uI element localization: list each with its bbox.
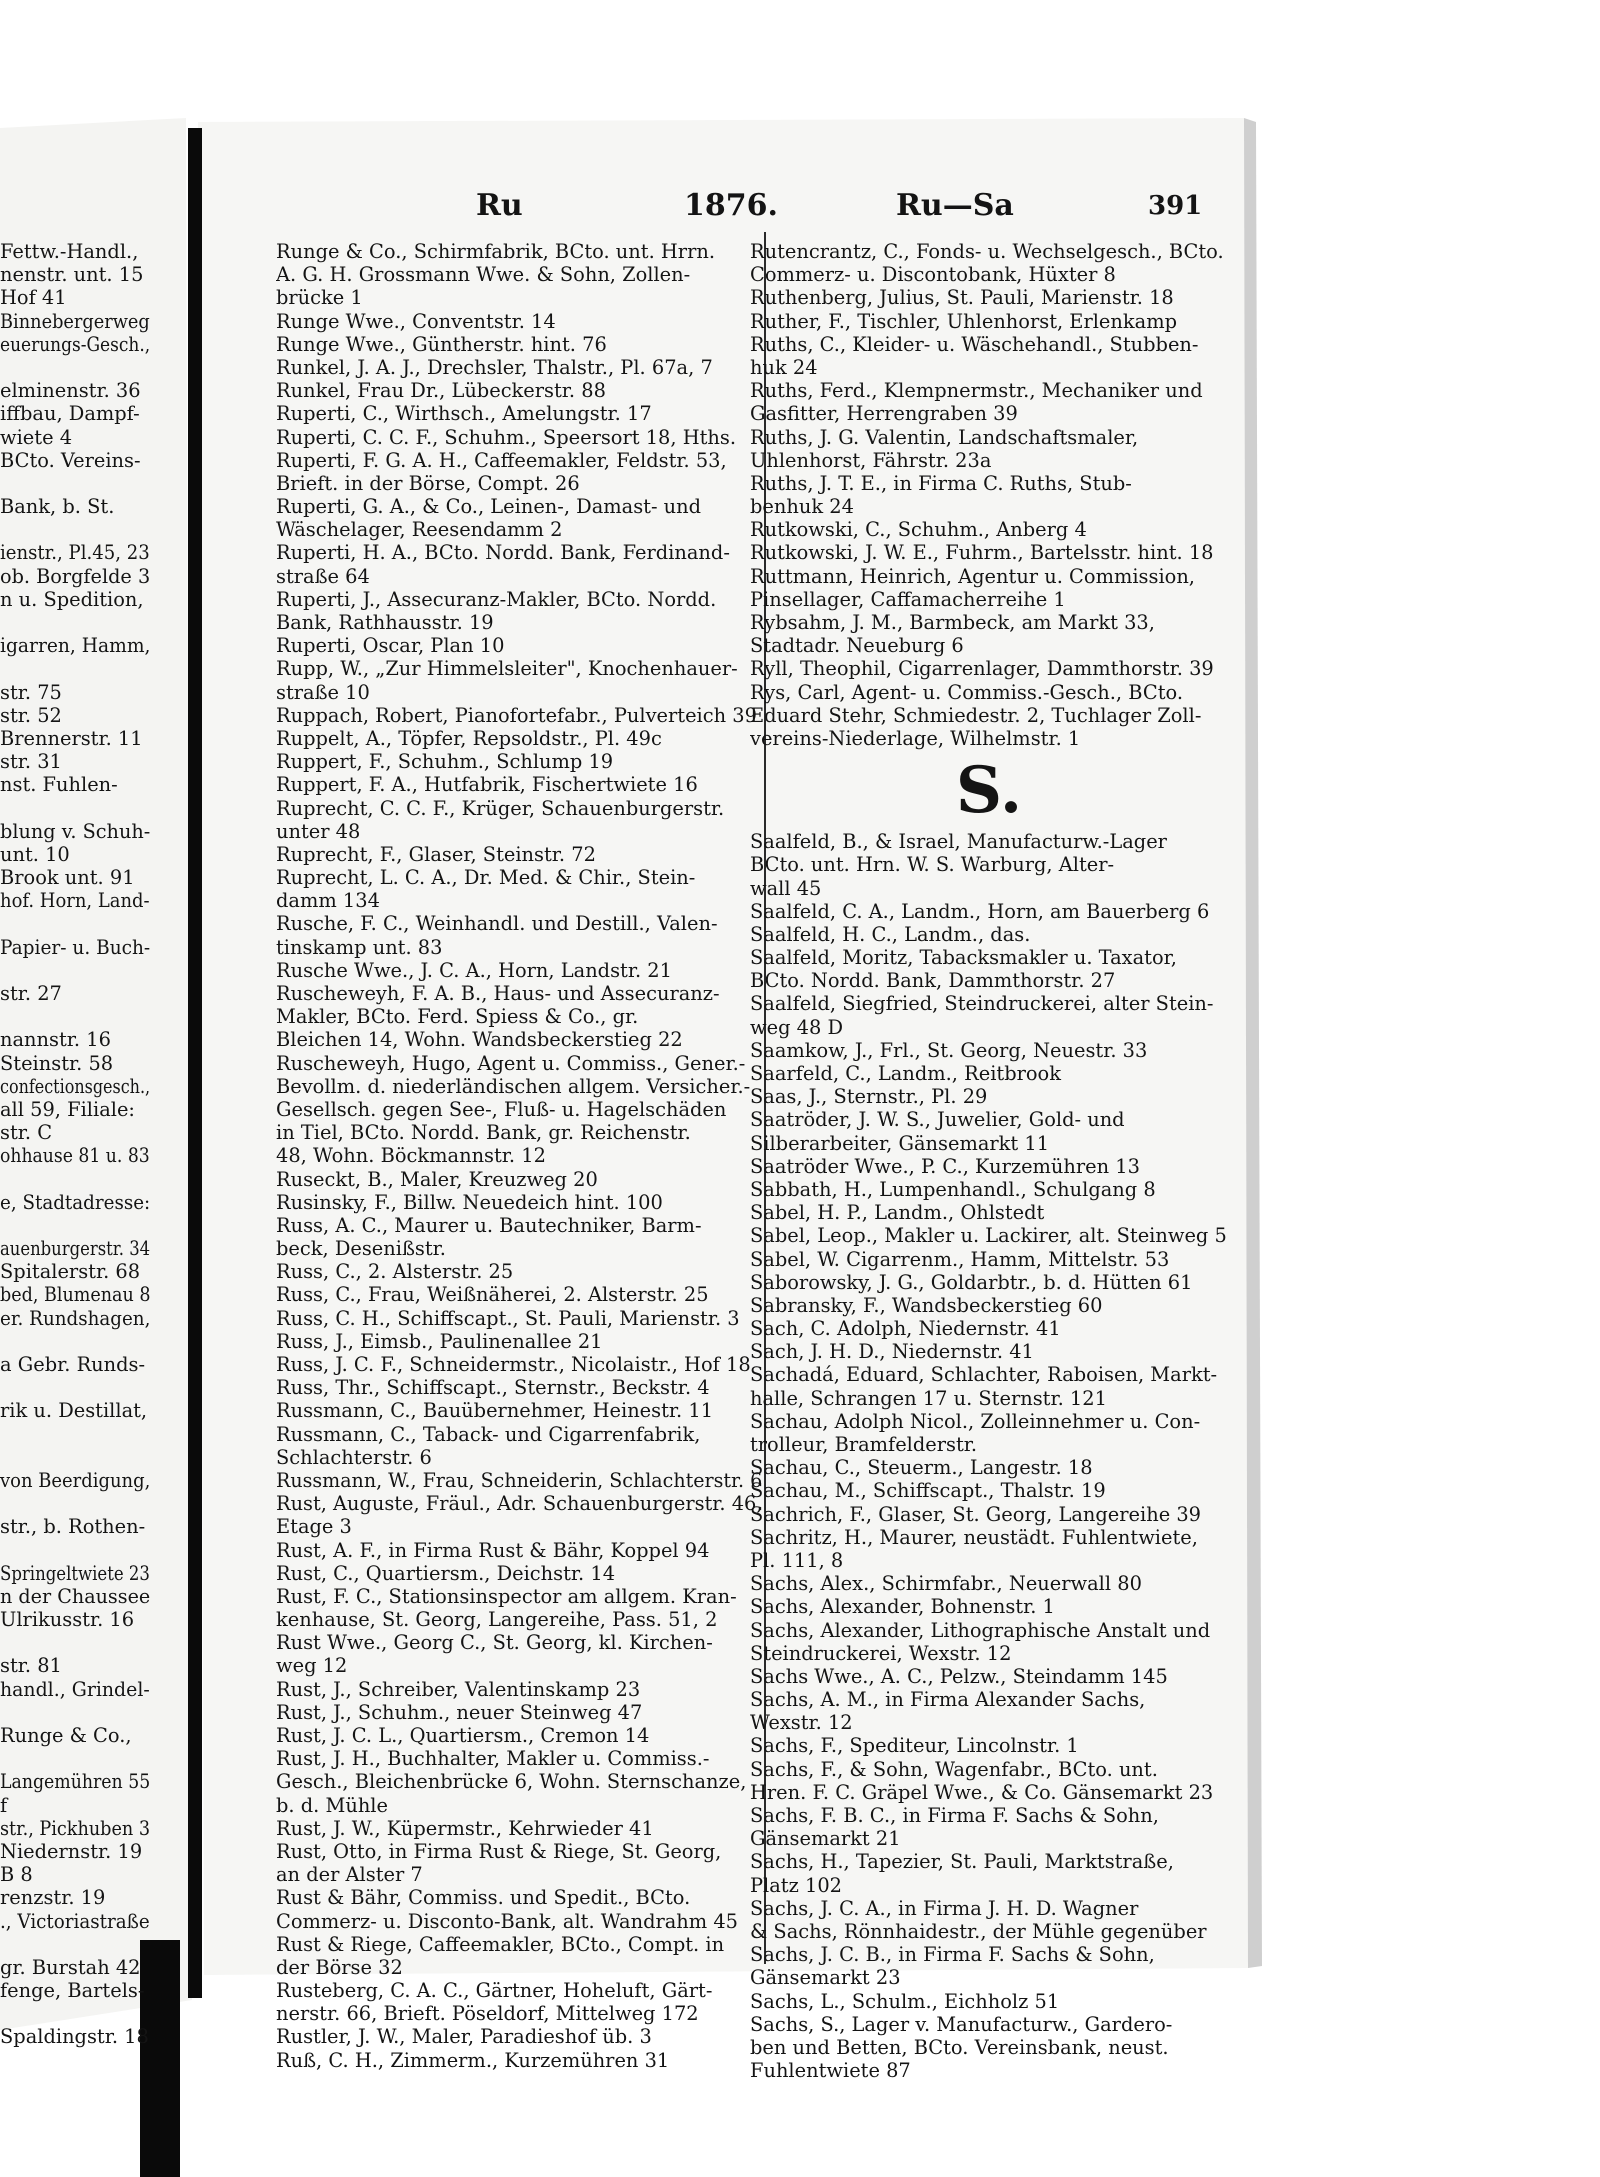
fragment-line <box>0 1492 150 1515</box>
fragment-line <box>0 912 150 935</box>
directory-entry-line: Gänsemarkt 21 <box>750 1827 901 1851</box>
directory-entry-line: Russ, A. C., Maurer u. Bautechniker, Barm- <box>276 1213 702 1237</box>
directory-entry-line: Sabransky, F., Wandsbeckerstieg 60 <box>750 1293 1103 1317</box>
directory-entry-line: Rutkowski, C., Schuhm., Anberg 4 <box>750 518 1087 542</box>
fragment-line: Fettw.-Handl., <box>0 240 139 263</box>
directory-entry-line: vereins-Niederlage, Wilhelmstr. 1 <box>750 726 1081 750</box>
directory-entry-line: Rusteberg, C. A. C., Gärtner, Hoheluft, Gärt- <box>276 1979 713 2003</box>
fragment-line: f <box>0 1793 8 1817</box>
fragment-line <box>0 1446 150 1469</box>
directory-entry-line: unter 48 <box>276 819 361 843</box>
directory-entry-line: Saalfeld, H. C., Landm., das. <box>750 922 1031 946</box>
directory-entry-line: Ruperti, C. C. F., Schuhm., Speersort 18, Hths. <box>276 425 736 449</box>
fragment-line <box>0 1005 150 1028</box>
fragment-line <box>0 611 150 634</box>
directory-entry-line: Sachritz, H., Maurer, neustädt. Fuhlentwiete, <box>750 1525 1198 1549</box>
fragment-line: gr. Burstah 42 <box>0 1955 141 1979</box>
directory-entry-line: straße 64 <box>276 564 370 588</box>
fragment-line: Langemühren 55 <box>0 1770 151 1794</box>
fragment-line: n u. Spedition, <box>0 587 144 611</box>
directory-entry-line: Sachs, S., Lager v. Manufacturw., Gardero- <box>750 2012 1173 2036</box>
directory-entry-line: Ruths, C., Kleider- u. Wäschehandl., Stubben- <box>750 332 1199 356</box>
fragment-line <box>0 1330 150 1353</box>
fragment-line: Springeltwiete 23 <box>0 1561 150 1585</box>
directory-entry-line: Ruperti, C., Wirthsch., Amelungstr. 17 <box>276 402 652 426</box>
fragment-line: Spaldingstr. 18 <box>0 2025 149 2049</box>
directory-entry-line: Rusche, F. C., Weinhandl. und Destill., Valen- <box>276 912 718 936</box>
directory-entry-line: an der Alster 7 <box>276 1863 423 1887</box>
directory-entry-line: Fuhlentwiete 87 <box>750 2059 911 2083</box>
directory-column-left <box>276 240 762 2072</box>
fragment-line: Niedernstr. 19 <box>0 1839 143 1863</box>
directory-entry-line: Ruseckt, B., Maler, Kreuzweg 20 <box>276 1167 598 1191</box>
directory-entry-line: 48, Wohn. Böckmannstr. 12 <box>276 1144 546 1168</box>
directory-entry-line: Rusinsky, F., Billw. Neuedeich hint. 100 <box>276 1190 663 1214</box>
directory-entry-line: der Börse 32 <box>276 1955 403 1979</box>
fragment-line: nst. Fuhlen- <box>0 773 118 797</box>
fragment-line: Brook unt. 91 <box>0 866 135 890</box>
fragment-line <box>0 1423 150 1446</box>
directory-entry-line: Rust, J. C. L., Quartiersm., Cremon 14 <box>276 1724 650 1747</box>
directory-entry-line: Sabel, Leop., Makler u. Lackirer, alt. Steinweg 5 <box>750 1224 1227 1248</box>
directory-entry-line: Russ, C., 2. Alsterstr. 25 <box>276 1260 514 1284</box>
directory-entry-line: Rust, F. C., Stationsinspector am allgem. Kran- <box>276 1584 737 1608</box>
fragment-line <box>0 1933 150 1956</box>
directory-entry-line: Makler, BCto. Ferd. Spiess & Co., gr. <box>276 1005 639 1029</box>
directory-entry-line: Rybsahm, J. M., Barmbeck, am Markt 33, <box>750 611 1155 634</box>
fragment-line: Papier- u. Buch- <box>0 935 151 959</box>
directory-entry-line: Saalfeld, C. A., Landm., Horn, am Bauerberg 6 <box>750 899 1210 923</box>
directory-entry-line: in Tiel, BCto. Nordd. Bank, gr. Reichenstr. <box>276 1121 691 1145</box>
directory-entry-line: Russ, Thr., Schiffscapt., Sternstr., Beckstr. 4 <box>276 1376 710 1400</box>
directory-entry-line: Rust, J., Schreiber, Valentinskamp 23 <box>276 1677 641 1701</box>
fragment-line: blung v. Schuh- <box>0 819 151 843</box>
fragment-line: str. 31 <box>0 750 62 774</box>
directory-entry-line: Sachrich, F., Glaser, St. Georg, Langereihe 39 <box>750 1502 1202 1526</box>
directory-entry-line: Russ, J. C. F., Schneidermstr., Nicolaistr., Hof 18 <box>276 1353 751 1376</box>
directory-entry-line: Ruperti, Oscar, Plan 10 <box>276 634 505 658</box>
fragment-line: Brennerstr. 11 <box>0 726 143 750</box>
directory-entry-line: Sachs, F., & Sohn, Wagenfabr., BCto. unt. <box>750 1757 1158 1781</box>
directory-entry-line: & Sachs, Rönnhaidestr., der Mühle gegenüber <box>750 1919 1207 1943</box>
directory-entry-line: Russ, C., Frau, Weißnäherei, 2. Alsterstr. 25 <box>276 1283 709 1307</box>
directory-entry-line: Saalfeld, Moritz, Tabacksmakler u. Taxator, <box>750 946 1177 970</box>
fragment-line: bed, Blumenau 8 <box>0 1283 151 1307</box>
directory-entry-line: Ruppach, Robert, Pianofortefabr., Pulverteich 39 <box>276 703 757 727</box>
directory-entry-line: Gesch., Bleichenbrücke 6, Wohn. Sternschanze, <box>276 1770 747 1794</box>
directory-entry-line: Ruperti, H. A., BCto. Nordd. Bank, Ferdinand- <box>276 541 730 565</box>
directory-entry-line: Ruther, F., Tischler, Uhlenhorst, Erlenkamp <box>750 309 1178 333</box>
directory-entry-line: Sachs, L., Schulm., Eichholz 51 <box>750 1989 1060 2013</box>
directory-entry-line: brücke 1 <box>276 286 363 310</box>
directory-entry-line: Bank, Rathhausstr. 19 <box>276 611 494 634</box>
fragment-line: handl., Grindel- <box>0 1677 150 1701</box>
directory-entry-line: Rust, Auguste, Fräul., Adr. Schauenburgerstr. 46, <box>276 1492 763 1516</box>
directory-entry-line: Sachs, Alex., Schirmfabr., Neuerwall 80 <box>750 1572 1142 1596</box>
directory-entry-line: Saatröder Wwe., P. C., Kurzemühren 13 <box>750 1154 1140 1178</box>
fragment-line <box>0 1376 150 1399</box>
directory-entry-line: Rutkowski, J. W. E., Fuhrm., Bartelsstr. hint. 18 <box>750 541 1214 565</box>
directory-entry-line: Ryll, Theophil, Cigarrenlager, Dammthorstr. 39 <box>750 657 1214 681</box>
fragment-line <box>0 2002 150 2025</box>
fragment-line: fenge, Bartels- <box>0 1979 145 2003</box>
directory-entry-line: halle, Schrangen 17 u. Sternstr. 121 <box>750 1386 1107 1410</box>
fragment-line: Spitalerstr. 68 <box>0 1260 141 1284</box>
directory-entry-line: Bleichen 14, Wohn. Wandsbeckerstieg 22 <box>276 1028 683 1052</box>
directory-entry-line: Rupp, W., „Zur Himmelsleiter", Knochenhauer- <box>276 657 738 681</box>
directory-entry-line: weg 12 <box>276 1654 348 1678</box>
directory-entry-line: Saborowsky, J. G., Goldarbtr., b. d. Hütten 61 <box>750 1270 1193 1294</box>
fragment-line <box>0 1701 150 1724</box>
directory-entry-line: kenhause, St. Georg, Langereihe, Pass. 51, 2 <box>276 1608 718 1632</box>
directory-entry-line: ben und Betten, BCto. Vereinsbank, neust. <box>750 2035 1169 2059</box>
directory-column-right <box>750 240 1228 2082</box>
running-head-left: Ru <box>476 188 523 223</box>
directory-entry-line: Sach, C. Adolph, Niedernstr. 41 <box>750 1317 1061 1341</box>
fragment-line: unt. 10 <box>0 842 70 866</box>
directory-entry-line: Saamkow, J., Frl., St. Georg, Neuestr. 33 <box>750 1038 1148 1062</box>
directory-entry-line: Saas, J., Sternstr., Pl. 29 <box>750 1085 988 1109</box>
directory-entry-line: Platz 102 <box>750 1873 842 1897</box>
directory-entry-line: Hren. F. C. Gräpel Wwe., & Co. Gänsemarkt 23 <box>750 1780 1214 1804</box>
fragment-line: e, Stadtadresse: <box>0 1190 151 1214</box>
fragment-line: str. C <box>0 1121 53 1145</box>
fragment-line: von Beerdigung, <box>0 1468 151 1492</box>
directory-entry-line: Sachs Wwe., A. C., Pelzw., Steindamm 145 <box>750 1664 1168 1688</box>
directory-entry-line: Sachs, H., Tapezier, St. Pauli, Marktstraße, <box>750 1850 1174 1874</box>
directory-entry-line: b. d. Mühle <box>276 1793 388 1817</box>
directory-entry-line: Russmann, C., Bauübernehmer, Heinestr. 11 <box>276 1399 714 1423</box>
directory-entry-line: wall 45 <box>750 876 822 900</box>
directory-entry-line: Sachau, Adolph Nicol., Zolleinnehmer u. Con- <box>750 1409 1201 1433</box>
fragment-line: auenburgerstr. 34 <box>0 1237 151 1261</box>
fragment-line: er. Rundshagen, <box>0 1306 151 1330</box>
directory-entry-line: Sachs, J. C. B., in Firma F. Sachs & Sohn, <box>750 1943 1155 1967</box>
directory-entry-line: damm 134 <box>276 889 380 913</box>
directory-entry-line: Wexstr. 12 <box>750 1711 853 1735</box>
directory-entry-line: Runge Wwe., Güntherstr. hint. 76 <box>276 332 607 356</box>
directory-entry-line: Russ, J., Eimsb., Paulinenallee 21 <box>276 1329 603 1353</box>
directory-entry-line: Etage 3 <box>276 1515 352 1539</box>
directory-entry-line: Saarfeld, C., Landm., Reitbrook <box>750 1062 1061 1085</box>
directory-entry-line: Russmann, W., Frau, Schneiderin, Schlachterstr. 6 <box>276 1468 763 1492</box>
directory-entry-line: Ruppelt, A., Töpfer, Repsoldstr., Pl. 49c <box>276 726 662 750</box>
directory-entry-line: trolleur, Bramfelderstr. <box>750 1433 978 1456</box>
directory-entry-line: Pl. 111, 8 <box>750 1548 844 1572</box>
directory-entry-line: Sabel, W. Cigarrenm., Hamm, Mittelstr. 53 <box>750 1247 1170 1271</box>
fragment-line <box>0 1631 150 1654</box>
directory-entry-line: Ruttmann, Heinrich, Agentur u. Commission, <box>750 564 1195 588</box>
fragment-line <box>0 1747 150 1770</box>
directory-entry-line: Ruß, C. H., Zimmerm., Kurzemühren 31 <box>276 2048 670 2072</box>
directory-entry-line: Ruprecht, L. C. A., Dr. Med. & Chir., Stein- <box>276 866 696 890</box>
fragment-line: wiete 4 <box>0 425 73 449</box>
directory-entry-line: beck, Desenißstr. <box>276 1237 446 1261</box>
directory-entry-line: Ruperti, J., Assecuranz-Makler, BCto. Nordd. <box>276 587 717 611</box>
directory-entry-line: Sabbath, H., Lumpenhandl., Schulgang 8 <box>750 1177 1156 1201</box>
fragment-line: elminenstr. 36 <box>0 379 141 403</box>
directory-entry-line: Rust, Otto, in Firma Rust & Riege, St. Georg, <box>276 1839 722 1863</box>
directory-entry-line: straße 10 <box>276 680 370 704</box>
fragment-line: euerungs-Gesch., <box>0 332 151 356</box>
directory-entry-line: Ruths, Ferd., Klempnermstr., Mechaniker und <box>750 379 1203 403</box>
directory-entry-line: Gasfitter, Herrengraben 39 <box>750 402 1018 426</box>
directory-entry-line: Sachau, C., Steuerm., Langestr. 18 <box>750 1456 1093 1480</box>
fragment-line: ohhause 81 u. 83 <box>0 1144 150 1168</box>
directory-entry-line: Sachadá, Eduard, Schlachter, Raboisen, Markt- <box>750 1363 1218 1387</box>
directory-entry-line: Sachs, F. B. C., in Firma F. Sachs & Sohn, <box>750 1804 1159 1827</box>
section-letter-heading: S. <box>955 753 1023 829</box>
directory-entry-line: Ruperti, F. G. A. H., Caffeemakler, Feldstr. 53, <box>276 448 727 472</box>
directory-entry-line: Rys, Carl, Agent- u. Commiss.-Gesch., BCto. <box>750 680 1183 704</box>
directory-entry-line: Ruscheweyh, F. A. B., Haus- und Assecuranz- <box>276 982 720 1005</box>
directory-entry-line: Rust, J. W., Küpermstr., Kehrwieder 41 <box>276 1816 654 1840</box>
fragment-line: Ulrikusstr. 16 <box>0 1608 135 1632</box>
fragment-line: str., Pickhuben 3 <box>0 1816 151 1840</box>
fragment-line: nannstr. 16 <box>0 1028 111 1052</box>
directory-entry-line: Rusche Wwe., J. C. A., Horn, Landstr. 21 <box>276 958 672 982</box>
fragment-line: Hof 41 <box>0 286 67 310</box>
fragment-line <box>0 797 150 820</box>
binding-shadow <box>188 128 202 1998</box>
fragment-line: str. 27 <box>0 982 62 1005</box>
fragment-line: B 8 <box>0 1863 33 1887</box>
directory-entry-line: Sachs, Alexander, Bohnenstr. 1 <box>750 1595 1055 1619</box>
directory-entry-line: Rustler, J. W., Maler, Paradieshof üb. 3 <box>276 2025 652 2049</box>
fragment-line: ., Victoriastraße <box>0 1909 150 1933</box>
directory-entry-line: A. G. H. Grossmann Wwe. & Sohn, Zollen- <box>276 263 691 287</box>
fragment-line <box>0 959 150 982</box>
directory-entry-line: weg 48 D <box>750 1015 844 1039</box>
directory-entry-line: Runkel, J. A. J., Drechsler, Thalstr., Pl. 67a, 7 <box>276 355 713 379</box>
fragment-line: Binnebergerweg <box>0 309 150 333</box>
fragment-line: renzstr. 19 <box>0 1886 106 1910</box>
directory-entry-line: Russmann, C., Taback- und Cigarrenfabrik, <box>276 1422 701 1446</box>
directory-entry-line: Rust & Riege, Caffeemakler, BCto., Compt. in <box>276 1932 725 1956</box>
directory-entry-line: Saatröder, J. W. S., Juwelier, Gold- und <box>750 1108 1125 1132</box>
fragment-line: str., b. Rothen- <box>0 1515 146 1539</box>
directory-entry-line: Rust Wwe., Georg C., St. Georg, kl. Kirchen- <box>276 1631 713 1655</box>
fragment-line: a Gebr. Runds- <box>0 1353 146 1376</box>
directory-entry-line: Runge Wwe., Conventstr. 14 <box>276 309 556 333</box>
directory-entry-line: benhuk 24 <box>750 495 854 519</box>
fragment-line: ienstr., Pl.45, 23 <box>0 541 150 565</box>
fragment-line: igarren, Hamm, <box>0 634 151 658</box>
directory-entry-line: Gänsemarkt 23 <box>750 1966 901 1990</box>
directory-entry-line: huk 24 <box>750 355 818 379</box>
directory-entry-line: Ruperti, G. A., & Co., Leinen-, Damast- und <box>276 495 702 519</box>
directory-entry-line: Rust & Bähr, Commiss. und Spedit., BCto. <box>276 1886 691 1910</box>
directory-entry-line: Saalfeld, B., & Israel, Manufacturw.-Lager <box>750 830 1167 854</box>
directory-entry-line: Brieft. in der Börse, Compt. 26 <box>276 471 580 495</box>
fragment-line <box>0 518 150 541</box>
directory-entry-line: Ruppert, F., Schuhm., Schlump 19 <box>276 750 614 774</box>
fragment-line <box>0 356 150 379</box>
fragment-line: hof. Horn, Land- <box>0 889 150 913</box>
directory-entry-line: nerstr. 66, Brieft. Pöseldorf, Mittelweg 172 <box>276 2002 699 2026</box>
fragment-line: str. 52 <box>0 703 62 727</box>
directory-entry-line: Ruths, J. T. E., in Firma C. Ruths, Stub- <box>750 471 1132 495</box>
fragment-line: rik u. Destillat, <box>0 1399 148 1423</box>
fragment-line: str. 81 <box>0 1654 62 1678</box>
directory-entry-line: BCto. unt. Hrn. W. S. Warburg, Alter- <box>750 853 1115 877</box>
directory-entry-line: Ruppert, F. A., Hutfabrik, Fischertwiete 16 <box>276 773 698 797</box>
fragment-line: confectionsgesch., <box>0 1074 151 1098</box>
directory-entry-line: Ruths, J. G. Valentin, Landschaftsmaler, <box>750 425 1139 449</box>
fragment-line: nenstr. unt. 15 <box>0 263 144 287</box>
directory-entry-line: Sachs, J. C. A., in Firma J. H. D. Wagner <box>750 1896 1139 1920</box>
directory-entry-line: Sabel, H. P., Landm., Ohlstedt <box>750 1201 1045 1225</box>
fragment-line: Runge & Co., <box>0 1724 132 1747</box>
directory-entry-line: Runge & Co., Schirmfabrik, BCto. unt. Hrrn. <box>276 240 715 263</box>
fragment-line: all 59, Filiale: <box>0 1097 135 1121</box>
fragment-line: n der Chaussee <box>0 1584 151 1608</box>
directory-entry-line: Sachs, A. M., in Firma Alexander Sachs, <box>750 1688 1146 1712</box>
fragment-line: ob. Borgfelde 3 <box>0 564 151 588</box>
directory-entry-line: Rust, C., Quartiersm., Deichstr. 14 <box>276 1561 616 1585</box>
directory-entry-line: Stadtadr. Neueburg 6 <box>750 634 964 658</box>
directory-entry-line: Schlachterstr. 6 <box>276 1445 432 1469</box>
fragment-line <box>0 1168 150 1191</box>
directory-entry-line: Ruprecht, F., Glaser, Steinstr. 72 <box>276 842 596 866</box>
fragment-line: Bank, b. St. <box>0 495 115 519</box>
directory-entry-line: Uhlenhorst, Fährstr. 23a <box>750 448 992 472</box>
running-head-range: Ru—Sa <box>896 188 1014 223</box>
directory-entry-line: Ruscheweyh, Hugo, Agent u. Commiss., Gener.- <box>276 1051 746 1075</box>
directory-entry-line: Rust, A. F., in Firma Rust & Bähr, Koppel 94 <box>276 1538 710 1562</box>
directory-entry-line: Russ, C. H., Schiffscapt., St. Pauli, Marienstr. 3 <box>276 1306 740 1330</box>
directory-entry-line: Sachs, Alexander, Lithographische Anstalt und <box>750 1618 1211 1642</box>
page-number: 391 <box>1148 191 1203 221</box>
directory-entry-line: Eduard Stehr, Schmiedestr. 2, Tuchlager Zoll- <box>750 703 1202 727</box>
directory-entry-line: Silberarbeiter, Gänsemarkt 11 <box>750 1131 1050 1155</box>
directory-entry-line: Commerz- u. Discontobank, Hüxter 8 <box>750 263 1116 287</box>
directory-entry-line: Commerz- u. Disconto-Bank, alt. Wandrahm 45 <box>276 1909 739 1933</box>
fragment-line <box>0 657 150 680</box>
directory-entry-line: BCto. Nordd. Bank, Dammthorstr. 27 <box>750 969 1116 993</box>
directory-entry-line: Saalfeld, Siegfried, Steindruckerei, alter Stein- <box>750 992 1214 1016</box>
directory-entry-line: Runkel, Frau Dr., Lübeckerstr. 88 <box>276 379 606 403</box>
fragment-line: Steinstr. 58 <box>0 1051 114 1075</box>
directory-entry-line: tinskamp unt. 83 <box>276 935 443 959</box>
directory-entry-line: Gesellsch. gegen See-, Fluß- u. Hagelschäden <box>276 1097 727 1121</box>
directory-entry-line: Sachau, M., Schiffscapt., Thalstr. 19 <box>750 1479 1106 1503</box>
directory-entry-line: Rutencrantz, C., Fonds- u. Wechselgesch., BCto. <box>750 240 1224 263</box>
running-head-year: 1876. <box>684 188 778 223</box>
directory-entry-line: Sachs, F., Spediteur, Lincolnstr. 1 <box>750 1734 1079 1758</box>
previous-page-fragment-column <box>0 240 150 2049</box>
directory-entry-line: Ruprecht, C. C. F., Krüger, Schauenburgerstr. <box>276 796 725 820</box>
fragment-line: str. 75 <box>0 680 62 704</box>
fragment-line <box>0 1539 150 1562</box>
directory-entry-line: Ruthenberg, Julius, St. Pauli, Marienstr. 18 <box>750 286 1174 310</box>
directory-entry-line: Rust, J., Schuhm., neuer Steinweg 47 <box>276 1700 643 1724</box>
directory-entry-line: Steindruckerei, Wexstr. 12 <box>750 1641 1012 1665</box>
fragment-line <box>0 472 150 495</box>
directory-entry-line: Wäschelager, Reesendamm 2 <box>276 518 563 542</box>
directory-entry-line: Rust, J. H., Buchhalter, Makler u. Commiss.- <box>276 1747 710 1771</box>
fragment-line <box>0 1214 150 1237</box>
directory-entry-line: Pinsellager, Caffamacherreihe 1 <box>750 587 1066 611</box>
directory-entry-line: Sach, J. H. D., Niedernstr. 41 <box>750 1340 1034 1364</box>
directory-entry-line: Bevollm. d. niederländischen allgem. Versicher.- <box>276 1074 751 1098</box>
fragment-line: iffbau, Dampf- <box>0 402 140 426</box>
fragment-line: BCto. Vereins- <box>0 448 141 472</box>
